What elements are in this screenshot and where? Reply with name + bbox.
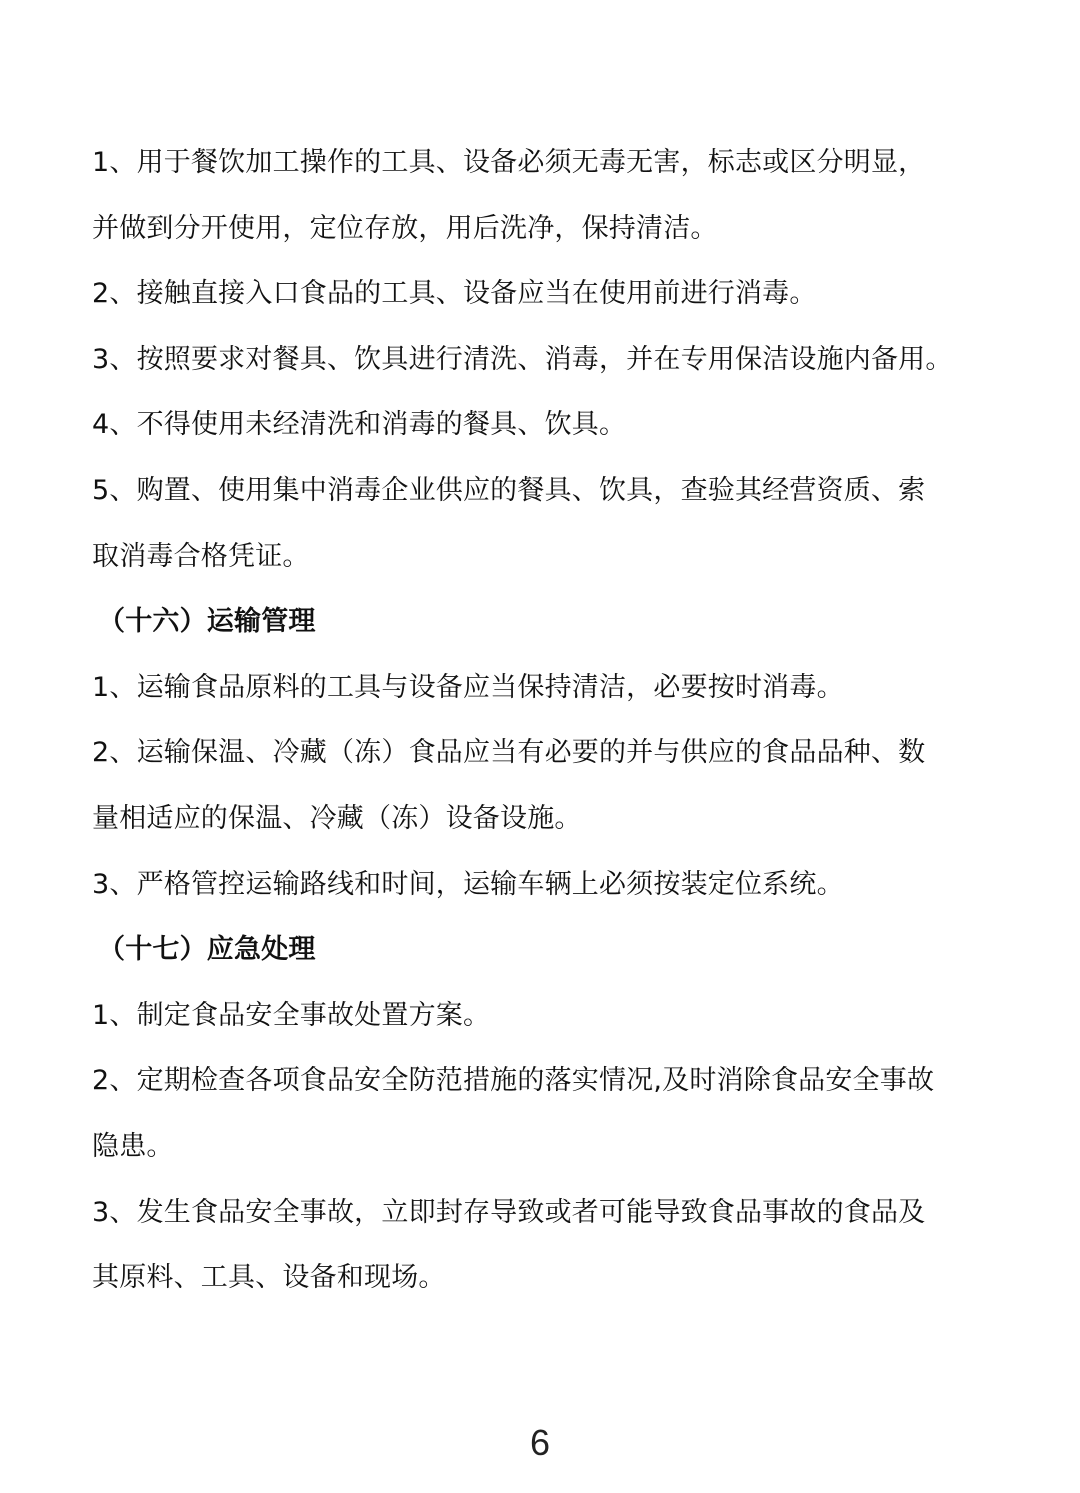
body-line: 1、制定食品安全事故处置方案。 — [92, 999, 491, 1031]
body-line: 隐患。 — [92, 1130, 174, 1162]
body-line: 其原料、工具、设备和现场。 — [92, 1262, 446, 1294]
body-line: 3、按照要求对餐具、饮具进行清洗、消毒，并在专用保洁设施内备用。 — [92, 343, 953, 375]
body-line: 2、运输保温、冷藏（冻）食品应当有必要的并与供应的食品品种、数 — [92, 737, 926, 769]
section-heading-emergency: （十七）应急处理 — [98, 934, 316, 966]
page-number: 6 — [529, 1422, 551, 1463]
body-line: 取消毒合格凭证。 — [92, 540, 310, 572]
body-line: 2、定期检查各项食品安全防范措施的落实情况,及时消除食品安全事故 — [92, 1065, 935, 1097]
body-line: 1、用于餐饮加工操作的工具、设备必须无毒无害，标志或区分明显， — [92, 147, 926, 178]
body-line: 2、接触直接入口食品的工具、设备应当在使用前进行消毒。 — [92, 278, 817, 310]
body-line: 量相适应的保温、冷藏（冻）设备设施。 — [92, 802, 582, 834]
body-line: 5、购置、使用集中消毒企业供应的餐具、饮具，查验其经营资质、索 — [92, 474, 926, 506]
body-line: 4、不得使用未经清洗和消毒的餐具、饮具。 — [92, 409, 627, 441]
document-body — [92, 130, 992, 1311]
body-line: 1、运输食品原料的工具与设备应当保持清洁，必要按时消毒。 — [92, 671, 844, 703]
section-heading-transport: （十六）运输管理 — [98, 606, 316, 638]
body-line: 并做到分开使用，定位存放，用后洗净，保持清洁。 — [92, 212, 718, 244]
body-line: 3、发生食品安全事故，立即封存导致或者可能导致食品事故的食品及 — [92, 1196, 926, 1228]
body-line: 3、严格管控运输路线和时间，运输车辆上必须按装定位系统。 — [92, 868, 844, 900]
